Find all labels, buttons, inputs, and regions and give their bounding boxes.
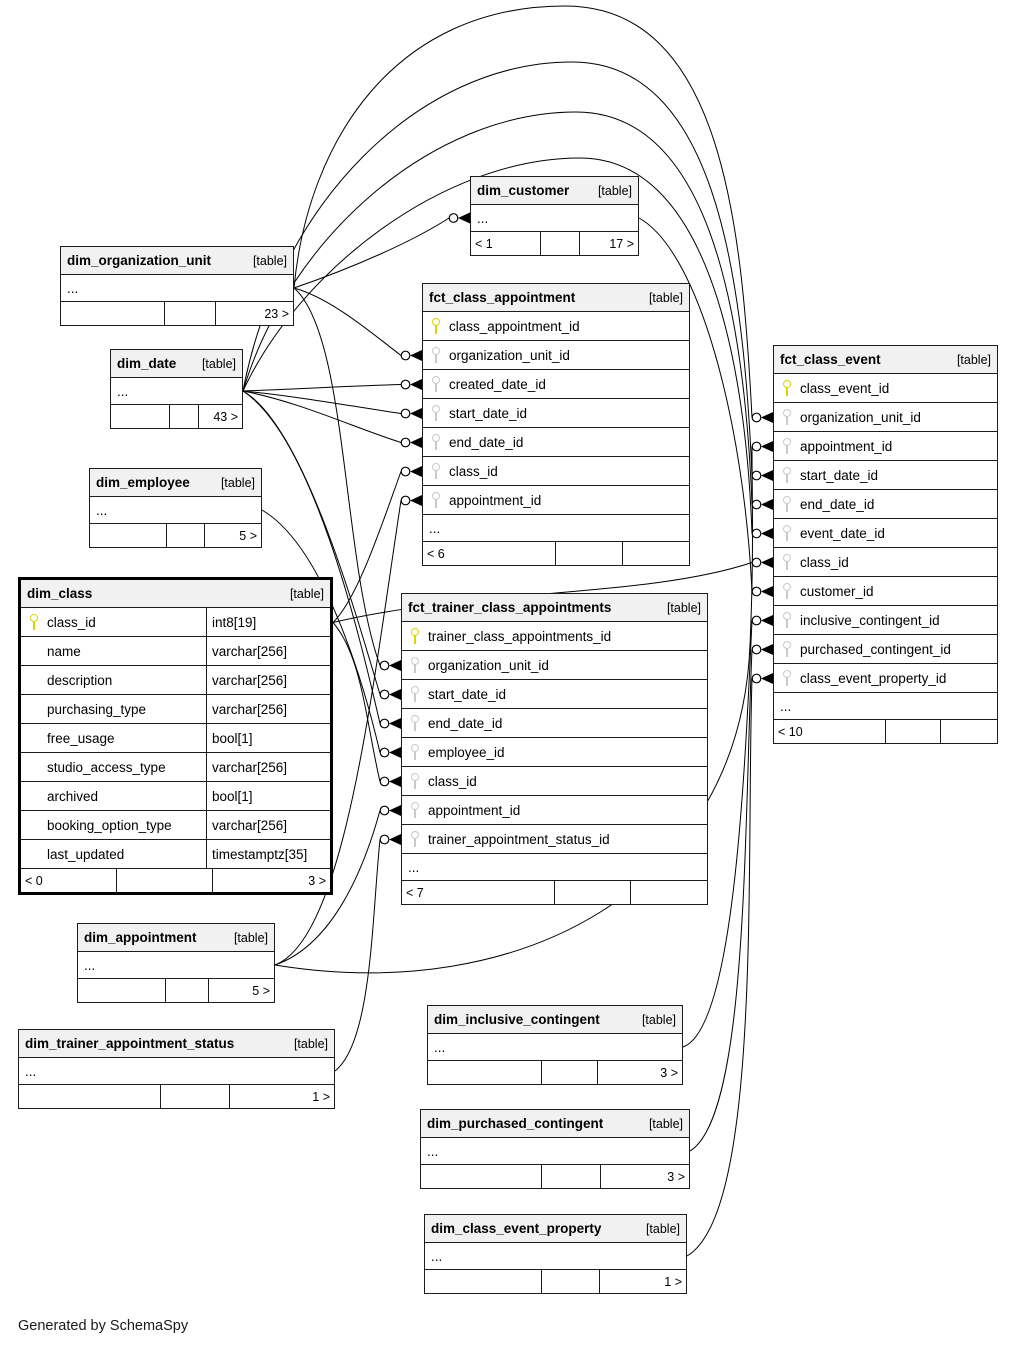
footer-spacer — [541, 232, 579, 255]
table-title[interactable]: dim_employee — [96, 475, 190, 490]
crow-foot-arrow-icon — [389, 776, 401, 787]
nullable-circle-icon — [380, 719, 389, 728]
table-footer — [425, 1270, 686, 1293]
nullable-circle-icon — [380, 661, 389, 670]
table-type-tag: [table] — [956, 352, 991, 367]
crow-foot-arrow-icon — [761, 644, 773, 655]
primary-key-icon — [782, 380, 792, 397]
parent-count — [425, 1270, 542, 1293]
crow-foot-arrow-icon — [761, 586, 773, 597]
column-name: organization_unit_id — [800, 409, 921, 425]
column-name: start_date_id — [449, 405, 528, 421]
nullable-circle-icon — [380, 777, 389, 786]
foreign-key-icon — [410, 744, 420, 761]
footer-spacer — [542, 1061, 598, 1084]
table-header[interactable] — [78, 924, 274, 952]
column-name: free_usage — [47, 730, 115, 746]
column-event_date_id — [774, 519, 997, 548]
collapsed-columns-row — [423, 515, 689, 542]
footer-spacer — [542, 1270, 599, 1293]
column-start_date_id — [774, 461, 997, 490]
table-title[interactable]: dim_inclusive_contingent — [434, 1012, 600, 1027]
crow-foot-arrow-icon — [761, 499, 773, 510]
column-name: end_date_id — [449, 434, 524, 450]
ellipsis: ... — [96, 502, 108, 518]
table-title[interactable]: dim_class — [27, 586, 93, 601]
table-footer — [90, 524, 261, 547]
table-header[interactable] — [425, 1215, 686, 1243]
table-footer — [423, 542, 689, 565]
ellipsis: ... — [429, 520, 441, 536]
primary-key-icon — [29, 614, 39, 631]
relationship-edge-dim_organization_unit-to-dim_customer — [294, 218, 449, 288]
crow-foot-arrow-icon — [410, 495, 422, 506]
crow-foot-arrow-icon — [389, 718, 401, 729]
column-type: varchar[256] — [206, 753, 330, 781]
table-fct_trainer_class_appointments[interactable] — [401, 593, 708, 905]
column-name: created_date_id — [449, 376, 546, 392]
crow-foot-arrow-icon — [410, 350, 422, 361]
crow-foot-arrow-icon — [410, 379, 422, 390]
child-count: 3 > — [667, 1169, 685, 1184]
parent-count — [111, 405, 170, 428]
column-name — [21, 637, 330, 666]
column-organization_unit_id — [423, 341, 689, 370]
child-count: 23 > — [264, 306, 289, 321]
table-type-tag: [table] — [666, 600, 701, 615]
foreign-key-icon — [410, 773, 420, 790]
primary-key-icon — [410, 628, 420, 645]
table-footer — [111, 405, 242, 428]
foreign-key-icon — [782, 409, 792, 426]
table-type-tag: [table] — [220, 475, 255, 490]
table-header[interactable] — [471, 177, 638, 205]
child-count: 1 > — [664, 1274, 682, 1289]
relationship-edge-dim_date-to-fct_class_appointment.end_date_id — [243, 391, 401, 443]
foreign-key-icon — [410, 657, 420, 674]
crow-foot-arrow-icon — [761, 557, 773, 568]
collapsed-columns-row — [421, 1138, 689, 1165]
table-title[interactable]: dim_purchased_contingent — [427, 1116, 604, 1131]
column-organization_unit_id — [402, 651, 707, 680]
footer-spacer — [170, 405, 199, 428]
parent-count: < 10 — [774, 720, 886, 743]
ellipsis: ... — [67, 280, 79, 296]
collapsed-columns-row — [61, 275, 293, 302]
nullable-circle-icon — [401, 496, 410, 505]
column-trainer_appointment_status_id — [402, 825, 707, 854]
column-description — [21, 666, 330, 695]
nullable-circle-icon — [380, 690, 389, 699]
crow-foot-arrow-icon — [389, 689, 401, 700]
parent-count — [61, 302, 165, 325]
table-header[interactable] — [19, 1030, 334, 1058]
column-type: varchar[256] — [206, 637, 330, 665]
nullable-circle-icon — [752, 500, 761, 509]
table-footer — [471, 232, 638, 255]
footer-spacer — [166, 979, 209, 1002]
column-name: start_date_id — [428, 686, 507, 702]
table-type-tag: [table] — [648, 290, 683, 305]
relationship-edge-dim_date-to-fct_class_appointment.start_date_id — [243, 391, 401, 414]
column-type: timestamptz[35] — [206, 840, 330, 868]
collapsed-columns-row — [19, 1058, 334, 1085]
column-name: class_id — [47, 614, 96, 630]
table-title[interactable]: fct_class_event — [780, 352, 881, 367]
table-dim_employee[interactable] — [89, 468, 262, 548]
ellipsis: ... — [25, 1063, 37, 1079]
crow-foot-arrow-icon — [389, 834, 401, 845]
collapsed-columns-row — [78, 952, 274, 979]
foreign-key-icon — [782, 554, 792, 571]
column-type: varchar[256] — [206, 811, 330, 839]
column-name: appointment_id — [428, 802, 521, 818]
table-header[interactable] — [428, 1006, 682, 1034]
table-dim_appointment[interactable] — [77, 923, 275, 1003]
table-type-tag: [table] — [645, 1221, 680, 1236]
child-count: 5 > — [252, 983, 270, 998]
nullable-circle-icon — [401, 409, 410, 418]
column-type: varchar[256] — [206, 695, 330, 723]
nullable-circle-icon — [401, 380, 410, 389]
nullable-circle-icon — [752, 529, 761, 538]
foreign-key-icon — [431, 492, 441, 509]
column-start_date_id — [423, 399, 689, 428]
parent-count — [421, 1165, 542, 1188]
column-start_date_id — [402, 680, 707, 709]
crow-foot-arrow-icon — [761, 615, 773, 626]
crow-foot-arrow-icon — [761, 528, 773, 539]
column-name: class_event_id — [800, 380, 890, 396]
column-type: varchar[256] — [206, 666, 330, 694]
ellipsis: ... — [780, 698, 792, 714]
foreign-key-icon — [782, 438, 792, 455]
child-count: 43 > — [213, 409, 238, 424]
column-name: class_event_property_id — [800, 670, 947, 686]
parent-count: < 6 — [423, 542, 556, 565]
column-name: inclusive_contingent_id — [800, 612, 940, 628]
table-dim_class_event_property[interactable] — [424, 1214, 687, 1294]
parent-count: < 0 — [21, 869, 117, 892]
footer-spacer — [165, 302, 216, 325]
crow-foot-arrow-icon — [389, 747, 401, 758]
foreign-key-icon — [431, 434, 441, 451]
column-type: bool[1] — [206, 724, 330, 752]
nullable-circle-icon — [752, 616, 761, 625]
relationship-edge-dim_organization_unit-to-fct_class_appointment.organization_unit_id — [294, 288, 401, 356]
child-count: 17 > — [609, 236, 634, 251]
table-dim_date[interactable] — [110, 349, 243, 429]
nullable-circle-icon — [401, 351, 410, 360]
column-class_event_property_id — [774, 664, 997, 693]
relationship-edge-dim_date-to-fct_class_appointment.created_date_id — [243, 385, 401, 392]
column-name: trainer_class_appointments_id — [428, 628, 612, 644]
table-fct_class_appointment[interactable] — [422, 283, 690, 566]
column-name: organization_unit_id — [428, 657, 549, 673]
column-name: end_date_id — [428, 715, 503, 731]
footer-spacer — [542, 1165, 601, 1188]
column-appointment_id — [423, 486, 689, 515]
footer-spacer — [886, 720, 942, 743]
column-appointment_id — [774, 432, 997, 461]
column-purchased_contingent_id — [774, 635, 997, 664]
table-fct_class_event[interactable] — [773, 345, 998, 744]
column-class_appointment_id — [423, 312, 689, 341]
column-class_id — [423, 457, 689, 486]
crow-foot-arrow-icon — [458, 213, 470, 224]
table-header[interactable] — [423, 284, 689, 312]
parent-count: < 1 — [471, 232, 541, 255]
column-booking_option_type — [21, 811, 330, 840]
column-class_id — [774, 548, 997, 577]
table-type-tag: [table] — [233, 930, 268, 945]
table-title[interactable]: dim_class_event_property — [431, 1221, 602, 1236]
column-name: purchased_contingent_id — [800, 641, 951, 657]
child-count — [631, 881, 707, 904]
table-title[interactable]: dim_date — [117, 356, 177, 371]
table-type-tag: [table] — [597, 183, 632, 198]
column-inclusive_contingent_id — [774, 606, 997, 635]
foreign-key-icon — [782, 612, 792, 629]
column-trainer_class_appointments_id — [402, 622, 707, 651]
table-footer — [21, 869, 330, 892]
ellipsis: ... — [477, 210, 489, 226]
parent-count — [428, 1061, 542, 1084]
parent-count — [78, 979, 166, 1002]
table-type-tag: [table] — [293, 1036, 328, 1051]
table-dim_class[interactable] — [18, 577, 333, 895]
column-name: booking_option_type — [47, 817, 172, 833]
table-header[interactable] — [21, 580, 330, 608]
table-footer — [402, 881, 707, 904]
table-header[interactable] — [90, 469, 261, 497]
table-title[interactable]: dim_customer — [477, 183, 570, 198]
column-name: appointment_id — [449, 492, 542, 508]
nullable-circle-icon — [380, 806, 389, 815]
relationship-edge-dim_class-to-fct_trainer_class_appointments.class_id — [333, 623, 380, 782]
column-end_date_id — [774, 490, 997, 519]
foreign-key-icon — [431, 376, 441, 393]
column-class_id — [402, 767, 707, 796]
column-organization_unit_id — [774, 403, 997, 432]
column-class_event_id — [774, 374, 997, 403]
nullable-circle-icon — [752, 674, 761, 683]
table-type-tag: [table] — [252, 253, 287, 268]
collapsed-columns-row — [425, 1243, 686, 1270]
column-name: description — [47, 672, 113, 688]
collapsed-columns-row — [402, 854, 707, 881]
column-name: archived — [47, 788, 99, 804]
column-name: name — [47, 643, 81, 659]
column-name: class_id — [800, 554, 849, 570]
nullable-circle-icon — [752, 558, 761, 567]
column-name: studio_access_type — [47, 759, 166, 775]
column-employee_id — [402, 738, 707, 767]
ellipsis: ... — [117, 383, 129, 399]
child-count: 5 > — [239, 528, 257, 543]
nullable-circle-icon — [380, 748, 389, 757]
table-header[interactable] — [402, 594, 707, 622]
collapsed-columns-row — [90, 497, 261, 524]
column-name: purchasing_type — [47, 701, 147, 717]
table-header[interactable] — [111, 350, 242, 378]
table-footer — [428, 1061, 682, 1084]
collapsed-columns-row — [428, 1034, 682, 1061]
nullable-circle-icon — [752, 413, 761, 422]
foreign-key-icon — [782, 525, 792, 542]
ellipsis: ... — [434, 1039, 446, 1055]
crow-foot-arrow-icon — [410, 408, 422, 419]
crow-foot-arrow-icon — [761, 673, 773, 684]
column-archived — [21, 782, 330, 811]
child-count — [623, 542, 690, 565]
column-name: end_date_id — [800, 496, 875, 512]
column-name: class_id — [428, 773, 477, 789]
table-type-tag: [table] — [648, 1116, 683, 1131]
column-purchasing_type — [21, 695, 330, 724]
footer-spacer — [555, 881, 631, 904]
nullable-circle-icon — [380, 835, 389, 844]
table-dim_organization_unit[interactable] — [60, 246, 294, 326]
column-class_id — [21, 608, 330, 637]
column-type: int8[19] — [206, 608, 330, 636]
nullable-circle-icon — [752, 442, 761, 451]
column-name: appointment_id — [800, 438, 893, 454]
relationship-edge-dim_class-to-fct_class_appointment.class_id — [333, 472, 401, 623]
column-name: class_appointment_id — [449, 318, 580, 334]
foreign-key-icon — [782, 496, 792, 513]
foreign-key-icon — [410, 802, 420, 819]
table-title[interactable]: fct_class_appointment — [429, 290, 576, 305]
column-name: organization_unit_id — [449, 347, 570, 363]
crow-foot-arrow-icon — [410, 437, 422, 448]
column-last_updated — [21, 840, 330, 869]
nullable-circle-icon — [752, 587, 761, 596]
table-type-tag: [table] — [201, 356, 236, 371]
collapsed-columns-row — [774, 693, 997, 720]
foreign-key-icon — [782, 467, 792, 484]
footer-spacer — [161, 1085, 230, 1108]
column-end_date_id — [423, 428, 689, 457]
column-name: employee_id — [428, 744, 505, 760]
table-dim_customer[interactable] — [470, 176, 639, 256]
child-count: 1 > — [312, 1089, 330, 1104]
foreign-key-icon — [410, 831, 420, 848]
table-title[interactable]: dim_trainer_appointment_status — [25, 1036, 235, 1051]
collapsed-columns-row — [471, 205, 638, 232]
crow-foot-arrow-icon — [761, 412, 773, 423]
footer-spacer — [117, 869, 213, 892]
foreign-key-icon — [431, 347, 441, 364]
nullable-circle-icon — [401, 467, 410, 476]
crow-foot-arrow-icon — [410, 466, 422, 477]
table-footer — [774, 720, 997, 743]
table-dim_trainer_appointment_status[interactable] — [18, 1029, 335, 1109]
column-name: event_date_id — [800, 525, 885, 541]
nullable-circle-icon — [752, 645, 761, 654]
column-studio_access_type — [21, 753, 330, 782]
column-created_date_id — [423, 370, 689, 399]
foreign-key-icon — [431, 463, 441, 480]
table-type-tag: [table] — [289, 586, 324, 601]
footer-spacer — [167, 524, 205, 547]
ellipsis: ... — [427, 1143, 439, 1159]
primary-key-icon — [431, 318, 441, 335]
foreign-key-icon — [410, 715, 420, 732]
column-appointment_id — [402, 796, 707, 825]
foreign-key-icon — [782, 670, 792, 687]
footer-spacer — [556, 542, 623, 565]
column-name: trainer_appointment_status_id — [428, 831, 610, 847]
child-count: 3 > — [660, 1065, 678, 1080]
table-dim_inclusive_contingent[interactable] — [427, 1005, 683, 1085]
table-footer — [421, 1165, 689, 1188]
column-name: class_id — [449, 463, 498, 479]
crow-foot-arrow-icon — [761, 470, 773, 481]
generator-credit: Generated by SchemaSpy — [18, 1318, 189, 1334]
foreign-key-icon — [782, 583, 792, 600]
table-footer — [19, 1085, 334, 1108]
foreign-key-icon — [431, 405, 441, 422]
ellipsis: ... — [408, 859, 420, 875]
column-free_usage — [21, 724, 330, 753]
crow-foot-arrow-icon — [389, 805, 401, 816]
table-header[interactable] — [774, 346, 997, 374]
table-footer — [78, 979, 274, 1002]
parent-count — [90, 524, 167, 547]
crow-foot-arrow-icon — [389, 660, 401, 671]
ellipsis: ... — [84, 957, 96, 973]
column-end_date_id — [402, 709, 707, 738]
table-header[interactable] — [421, 1110, 689, 1138]
child-count: 3 > — [308, 873, 326, 888]
nullable-circle-icon — [401, 438, 410, 447]
parent-count — [19, 1085, 161, 1108]
collapsed-columns-row — [111, 378, 242, 405]
ellipsis: ... — [431, 1248, 443, 1264]
nullable-circle-icon — [449, 214, 458, 223]
child-count — [941, 720, 997, 743]
table-header[interactable] — [61, 247, 293, 275]
column-name: customer_id — [800, 583, 874, 599]
table-dim_purchased_contingent[interactable] — [420, 1109, 690, 1189]
column-name: last_updated — [47, 846, 125, 862]
column-customer_id — [774, 577, 997, 606]
table-title[interactable]: fct_trainer_class_appointments — [408, 600, 612, 615]
nullable-circle-icon — [752, 471, 761, 480]
table-title[interactable]: dim_organization_unit — [67, 253, 212, 268]
foreign-key-icon — [410, 686, 420, 703]
table-title[interactable]: dim_appointment — [84, 930, 197, 945]
parent-count: < 7 — [402, 881, 555, 904]
column-name: start_date_id — [800, 467, 879, 483]
column-type: bool[1] — [206, 782, 330, 810]
foreign-key-icon — [782, 641, 792, 658]
table-footer — [61, 302, 293, 325]
table-type-tag: [table] — [641, 1012, 676, 1027]
crow-foot-arrow-icon — [761, 441, 773, 452]
